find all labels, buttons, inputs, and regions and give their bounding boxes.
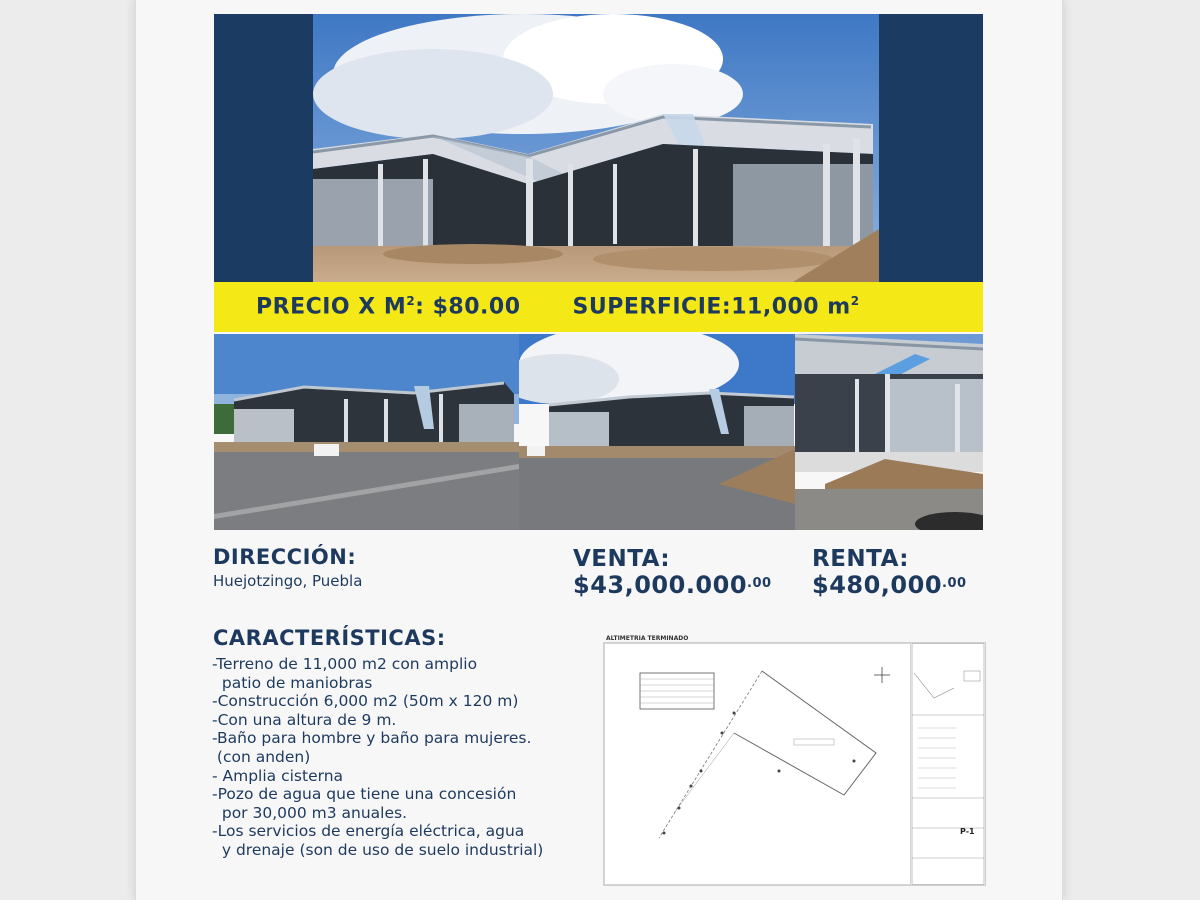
surface-area: SUPERFICIE:11,000 $m^2$ <box>572 294 860 320</box>
warehouse-photo-3 <box>795 334 983 530</box>
address-value: Huejotzingo, Puebla <box>213 572 363 590</box>
feature-line: por 30,000 m3 anuales. <box>212 803 408 822</box>
feature-line: -Baño para hombre y baño para mujeres. <box>212 729 532 748</box>
feature-line: -Pozo de agua que tiene una concesión <box>212 785 517 804</box>
feature-line: y drenaje (son de uso de suelo industrial) <box>212 840 544 859</box>
hero-panel <box>214 14 983 282</box>
feature-line: -Con una altura de 9 m. <box>212 710 397 729</box>
feature-line: patio de maniobras <box>212 673 373 692</box>
site-plan-sheet-number: P-1 <box>960 827 975 836</box>
warehouse-photo-1 <box>214 334 519 530</box>
site-plan <box>603 635 986 886</box>
feature-line: - Amplia cisterna <box>212 766 344 785</box>
price-per-m2: PRECIO X $M^2$: $80.00 <box>256 294 521 320</box>
site-plan-title: ALTIMETRIA TERMINADO <box>606 635 689 642</box>
address-heading: DIRECCIÓN: <box>213 545 357 569</box>
sale-heading: VENTA: <box>573 546 671 572</box>
feature-line: -Terreno de 11,000 m2 con amplio <box>212 655 478 673</box>
warehouse-photo-2 <box>519 334 795 530</box>
features-list <box>212 655 602 860</box>
features-heading: CARACTERÍSTICAS: <box>213 626 446 650</box>
rent-heading: RENTA: <box>812 546 909 572</box>
flyer-page <box>136 0 1062 900</box>
price-banner <box>214 282 983 332</box>
sale-price: $\$43,000.000^{.00}$ <box>573 571 772 599</box>
site-plan-drawing <box>604 643 985 885</box>
warehouse-hero-photo <box>313 14 879 282</box>
feature-line: (con anden) <box>212 747 311 766</box>
feature-line: -Los servicios de energía eléctrica, agua <box>212 822 525 841</box>
rent-price: $\$480,000^{.00}$ <box>812 571 967 599</box>
feature-line: -Construcción 6,000 m2 (50m x 120 m) <box>212 692 519 711</box>
